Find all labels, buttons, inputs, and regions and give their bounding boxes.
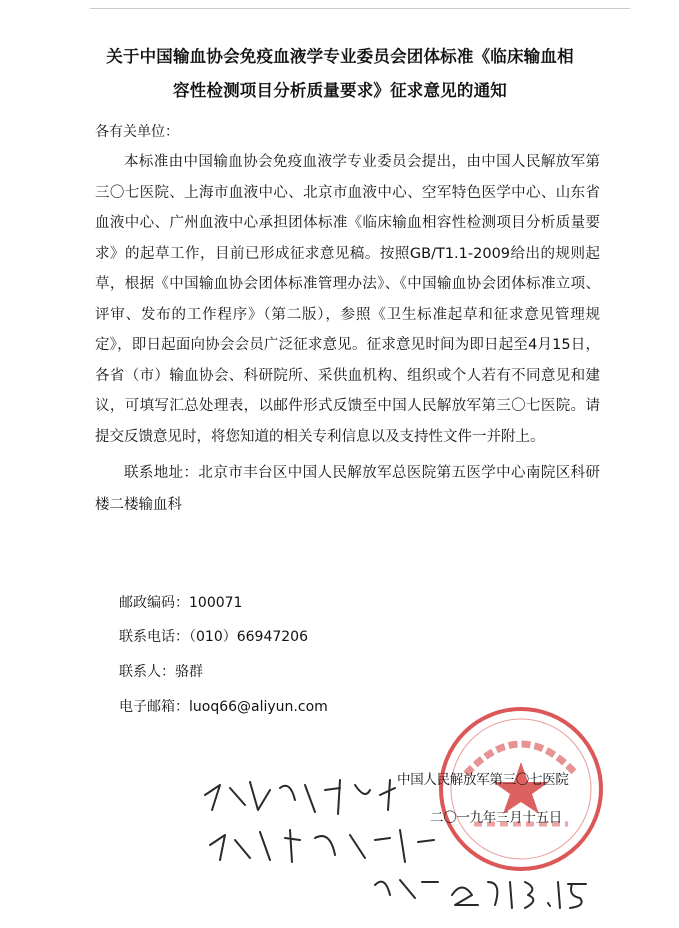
- email-address: 电子邮箱：luoq66@aliyun.com: [119, 699, 328, 715]
- postal-code: 邮政编码：100071: [119, 595, 243, 611]
- top-rule: [90, 8, 630, 9]
- phone-number: 联系电话：（010）66947206: [119, 629, 308, 645]
- contact-person: 联系人：骆群: [119, 664, 203, 680]
- handwritten-annotation: [190, 770, 590, 920]
- title-line-1: 关于中国输血协会免疫血液学专业委员会团体标准《临床输血相: [106, 47, 574, 66]
- contact-address: 联系地址：北京市丰台区中国人民解放军总医院第五医学中心南院区科研楼二楼输血科: [95, 465, 600, 513]
- document-title: [90, 40, 590, 108]
- issue-date: 二〇一九年三月十五日: [430, 810, 562, 826]
- salutation: 各有关单位：: [95, 124, 179, 140]
- body-text: [95, 147, 600, 521]
- main-paragraph: 本标准由中国输血协会免疫血液学专业委员会提出，由中国人民解放军第三〇七医院、上海市血液中心、北京市血液中心、空军特色医学中心、山东省血液中心、广州血液中心承担团体标准《临床输血相容性检测项目分析质量要求》的起草工作，目前已形成征求意见稿。按照GB/T1.1-2009给出的规则起草，根据《中国输血协会团体标准管理办法》、《中国输血协会团体标准立项、评审、发布的工作程序》（第二版），参照《卫生标准起草和征求意见管理规定》，即日起面向协会会员广泛征求意见。征求意见时间为即日起至4月15日，各省（市）输血协会、科研院所、采供血机构、组织或个人若有不同意见和建议，可填写汇总处理表，以邮件形式反馈至中国人民解放军第三〇七医院。请提交反馈意见时，将您知道的相关专利信息以及支持性文件一并附上。: [95, 154, 600, 445]
- title-line-2: 容性检测项目分析质量要求》征求意见的通知: [173, 81, 507, 100]
- issuer-name: 中国人民解放军第三〇七医院: [397, 772, 569, 788]
